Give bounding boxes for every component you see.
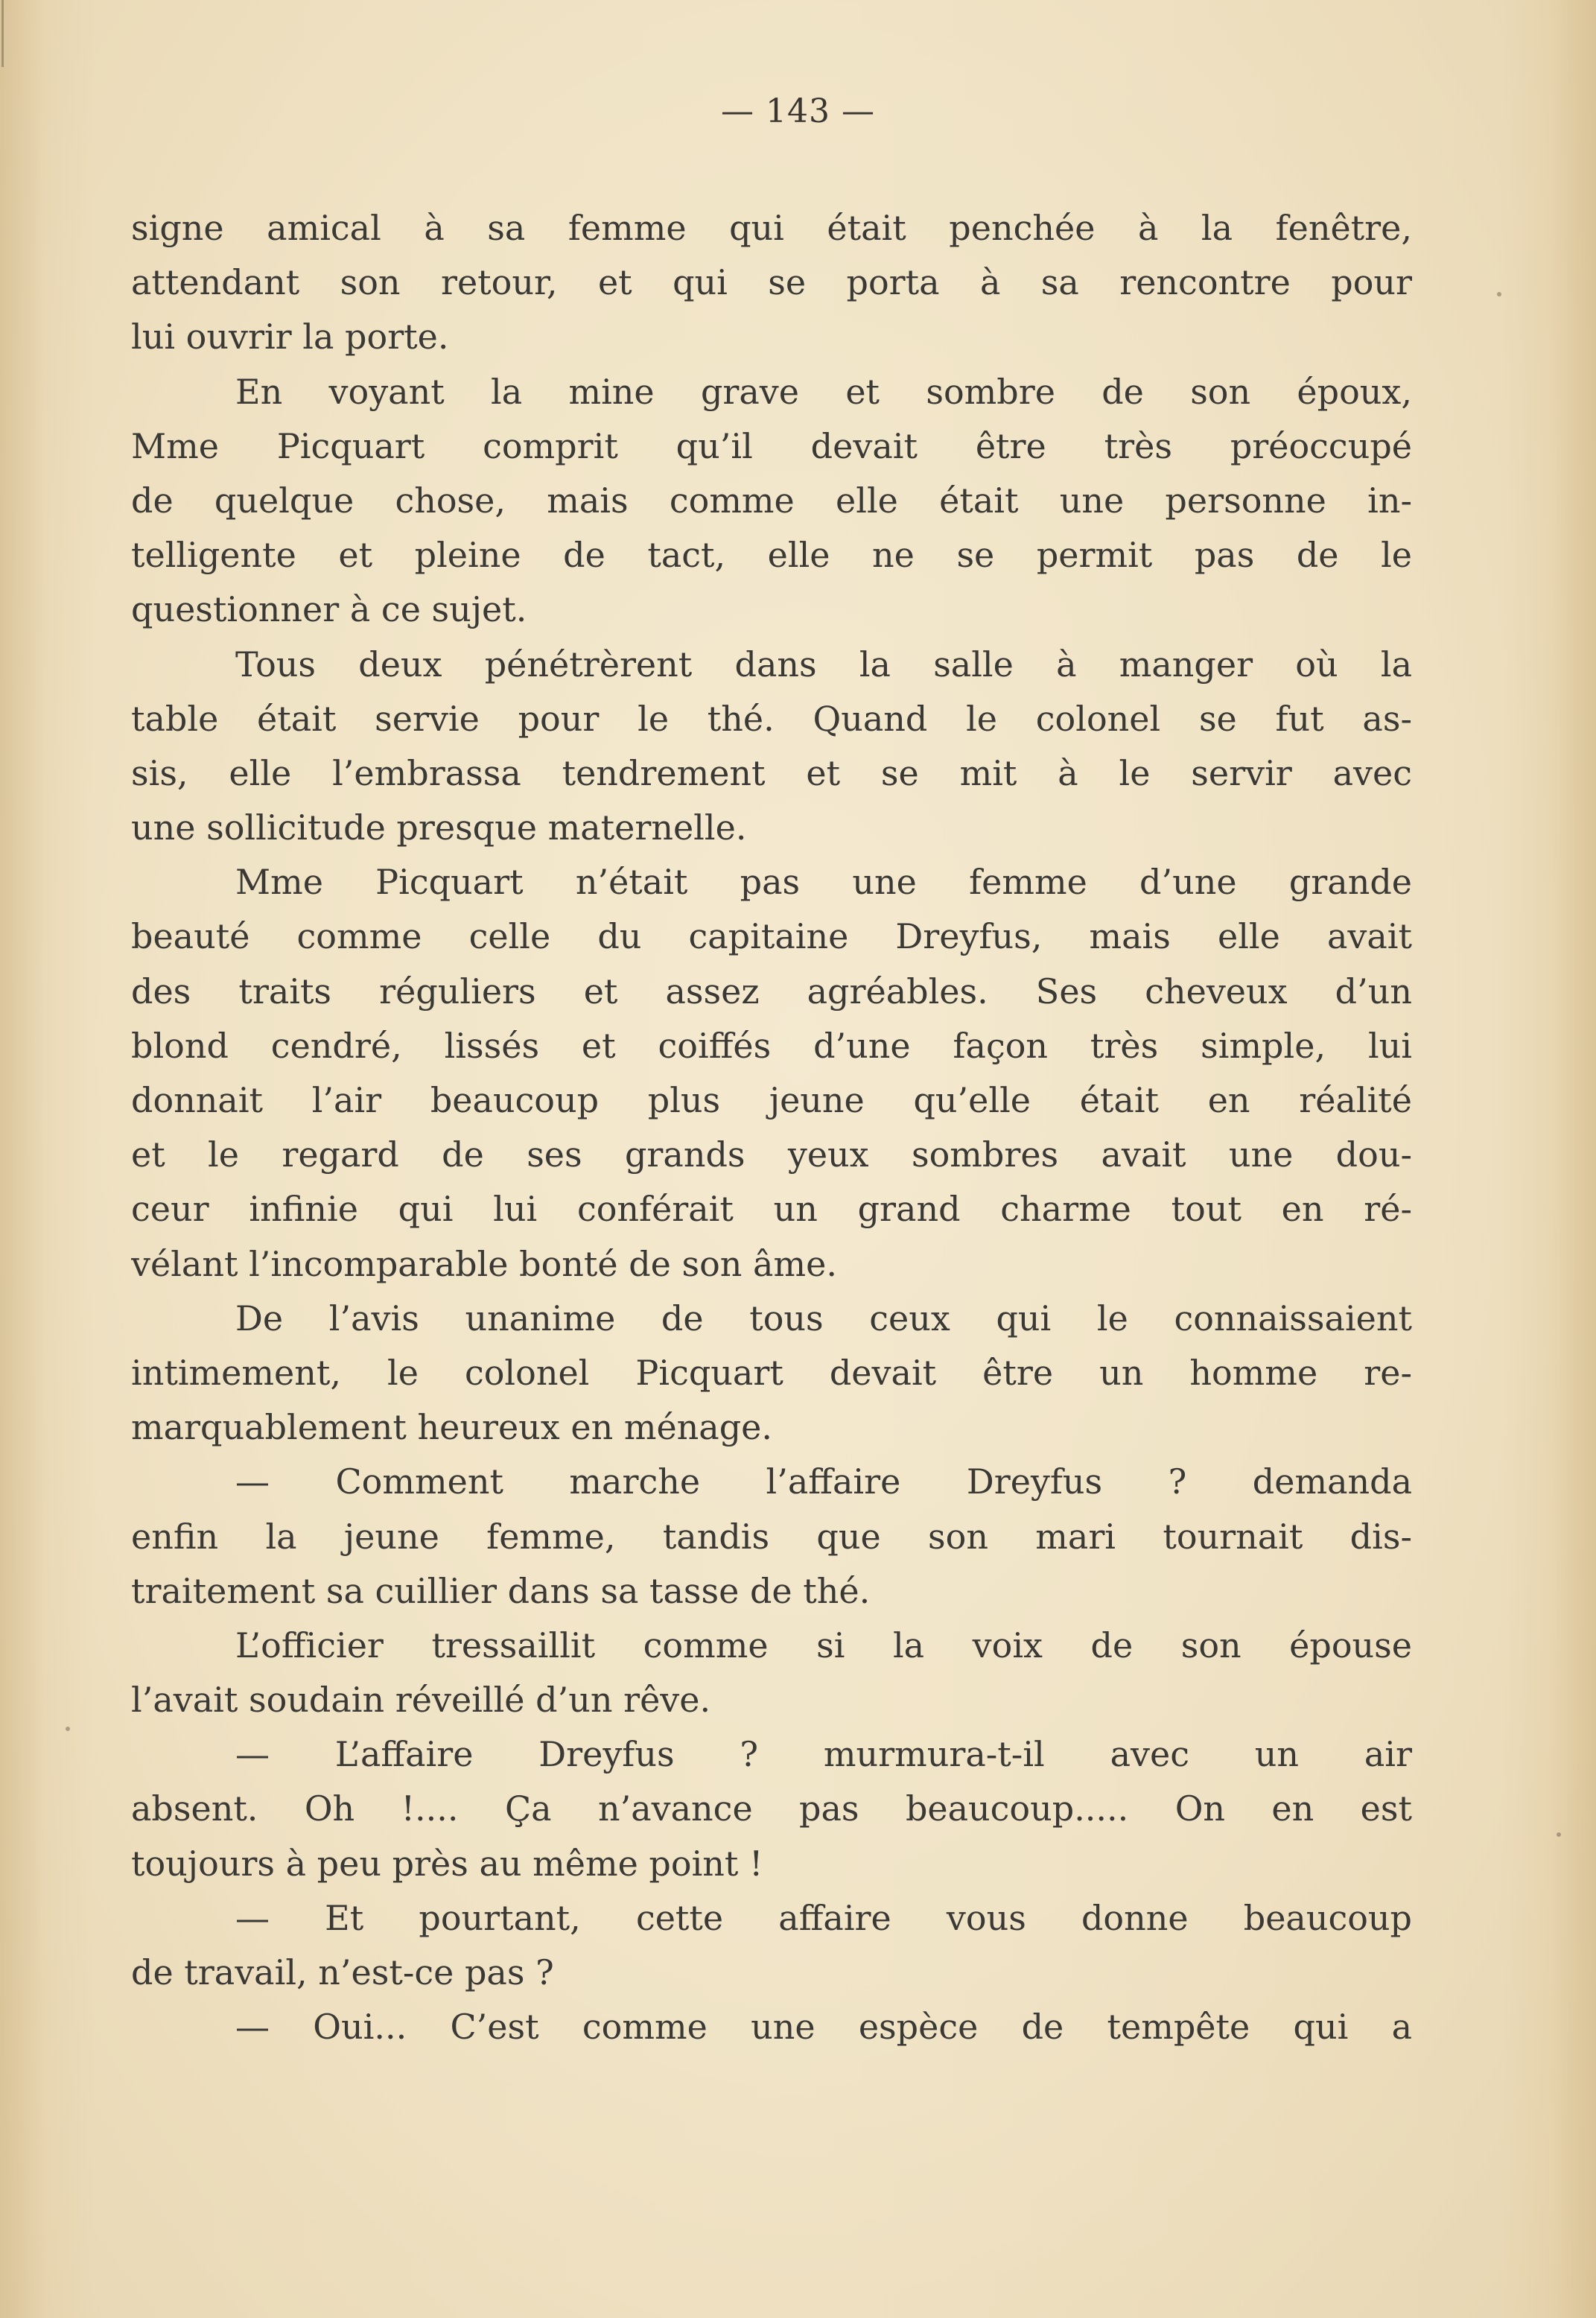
text-line: donnait l’air beaucoup plus jeune qu’elle était en réalité (131, 1080, 1412, 1120)
paper-speck (66, 1727, 70, 1731)
text-line: vélant l’incomparable bonté de son âme. (131, 1243, 837, 1284)
text-line: l’avait soudain réveillé d’un rêve. (131, 1680, 711, 1721)
left-edge-shadow (0, 0, 45, 2318)
text-line: et le regard de ses grands yeux sombres avait une dou- (131, 1134, 1412, 1175)
text-line: absent. Oh !.... Ça n’avance pas beaucoup..... On en est (131, 1788, 1412, 1829)
text-line: traitement sa cuillier dans sa tasse de thé. (131, 1570, 871, 1611)
paper-speck (1557, 1832, 1561, 1837)
right-edge-shadow (1551, 0, 1596, 2318)
text-line: des traits réguliers et assez agréables. Ses cheveux d’un (131, 971, 1412, 1012)
text-line: table était servie pour le thé. Quand le colonel se fut as- (131, 698, 1412, 739)
text-line: beauté comme celle du capitaine Dreyfus, mais elle avait (131, 916, 1412, 957)
text-line: sis, elle l’embrassa tendrement et se mit à le servir avec (131, 752, 1412, 793)
text-line: — Et pourtant, cette affaire vous donne beaucoup (235, 1897, 1412, 1938)
text-line: — Comment marche l’affaire Dreyfus ? demanda (235, 1461, 1412, 1502)
text-line: — L’affaire Dreyfus ? murmura-t-il avec un air (235, 1734, 1412, 1775)
text-line: telligente et pleine de tact, elle ne se permit pas de le (131, 535, 1412, 576)
margin-scratch (1, 0, 4, 67)
paper-speck (1497, 292, 1501, 296)
text-line: enfin la jeune femme, tandis que son mari tournait dis- (131, 1516, 1412, 1557)
text-line: — Oui... C’est comme une espèce de tempête qui a (235, 2007, 1412, 2048)
text-line: De l’avis unanime de tous ceux qui le connaissaient (235, 1298, 1412, 1339)
text-line: blond cendré, lissés et coiffés d’une façon très simple, lui (131, 1025, 1412, 1066)
text-line: attendant son retour, et qui se porta à sa rencontre pour (131, 262, 1412, 303)
text-line: marquablement heureux en ménage. (131, 1407, 773, 1448)
text-line: questionner à ce sujet. (131, 589, 527, 630)
text-line: Tous deux pénétrèrent dans la salle à manger où la (235, 644, 1412, 685)
text-line: signe amical à sa femme qui était penchée à la fenêtre, (131, 208, 1412, 248)
text-line: une sollicitude presque maternelle. (131, 807, 747, 848)
page-number: — 143 — (721, 92, 875, 130)
text-line: lui ouvrir la porte. (131, 317, 449, 358)
text-line: Mme Picquart comprit qu’il devait être très préoccupé (131, 425, 1412, 466)
text-line: Mme Picquart n’était pas une femme d’une grande (235, 862, 1412, 903)
page-body-text (131, 201, 1412, 2054)
text-line: intimement, le colonel Picquart devait être un homme re- (131, 1352, 1412, 1393)
text-line: de quelque chose, mais comme elle était une personne in- (131, 480, 1412, 521)
text-line: L’officier tressaillit comme si la voix de son épouse (235, 1625, 1412, 1666)
text-line: de travail, n’est-ce pas ? (131, 1952, 554, 1992)
text-line: En voyant la mine grave et sombre de son époux, (235, 371, 1412, 412)
text-line: toujours à peu près au même point ! (131, 1843, 763, 1884)
text-line: ceur infinie qui lui conférait un grand charme tout en ré- (131, 1189, 1412, 1230)
